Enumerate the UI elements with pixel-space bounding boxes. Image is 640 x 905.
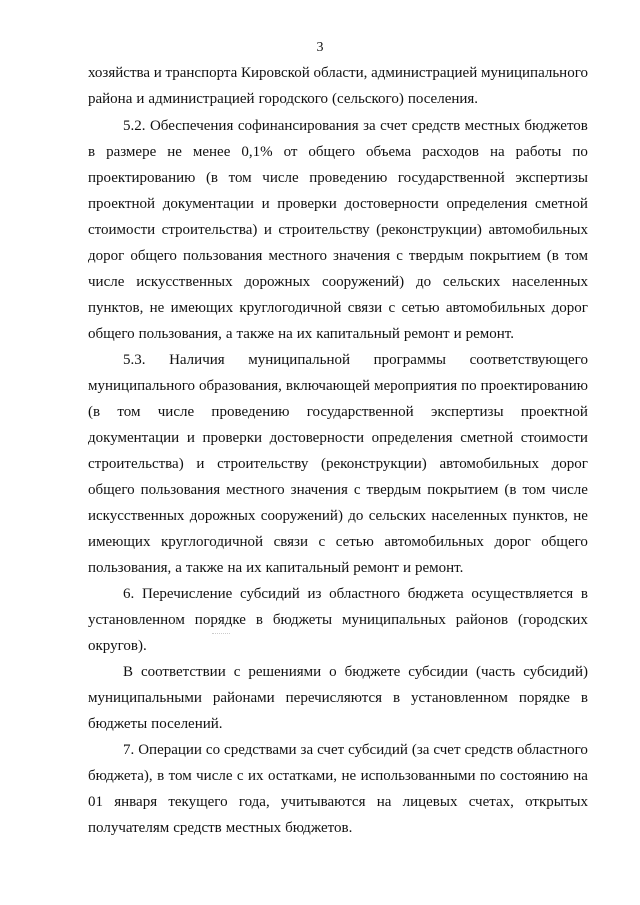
- word: дорожных: [189, 508, 256, 524]
- word: и: [263, 222, 272, 238]
- text-line-22: [88, 610, 588, 630]
- word: со: [205, 742, 221, 758]
- word: в: [392, 690, 401, 706]
- word: бюджета: [407, 586, 464, 602]
- word: автомобильных: [384, 534, 484, 550]
- word: с: [318, 534, 326, 550]
- word: В: [123, 664, 134, 680]
- word: решениями: [248, 664, 322, 680]
- text-line-15: [88, 428, 588, 448]
- word: числе: [157, 404, 195, 420]
- word: бюджеты: [88, 716, 148, 732]
- word: экспертизы: [430, 404, 504, 420]
- word: получателям: [88, 820, 170, 836]
- word: (городских: [517, 612, 588, 628]
- word: счетах,: [468, 794, 514, 810]
- text-line-13: [88, 376, 588, 396]
- word: ремонт: [403, 326, 450, 342]
- word: областного: [516, 742, 588, 758]
- word: сооружений): [260, 508, 343, 524]
- word: в: [157, 768, 165, 784]
- word: дорог: [551, 456, 588, 472]
- word: до: [415, 274, 432, 290]
- word: января: [114, 794, 158, 810]
- word: и: [261, 196, 270, 212]
- word: сооружений): [321, 274, 405, 290]
- word: субсидий: [348, 742, 408, 758]
- word: документации: [88, 430, 180, 446]
- text-line-5: [88, 168, 588, 188]
- word: бюджетов: [524, 118, 588, 134]
- word: местного: [268, 248, 328, 264]
- word: и: [136, 91, 145, 107]
- word: (за: [411, 742, 430, 758]
- word: сельских: [442, 274, 501, 290]
- word: по: [479, 768, 496, 784]
- word: общего: [130, 248, 177, 264]
- word: от: [283, 144, 298, 160]
- word: (сельского): [332, 91, 404, 107]
- word: круглогодичной: [161, 534, 264, 550]
- word: и: [153, 65, 162, 81]
- word: также: [185, 560, 224, 576]
- word: их: [246, 560, 262, 576]
- word: пользования,: [88, 560, 172, 576]
- word: 5.3.: [123, 352, 146, 368]
- word: сетью: [335, 534, 374, 550]
- word: Обеспечения: [149, 118, 234, 134]
- text-line-12: [123, 350, 588, 370]
- text-line-17: [88, 480, 588, 500]
- word: 5.2.: [123, 118, 146, 134]
- word: местных: [464, 118, 520, 134]
- word: бюджете: [344, 664, 401, 680]
- word: проверки: [202, 430, 263, 446]
- word: пунктов,: [88, 300, 144, 316]
- word: сельских: [368, 508, 427, 524]
- word: (в: [504, 482, 517, 498]
- text-line-28: [88, 766, 588, 786]
- word: муниципального: [480, 65, 588, 81]
- word: средств: [411, 118, 461, 134]
- word: стоимости: [520, 430, 588, 446]
- word: учитываются: [280, 794, 366, 810]
- word: (в: [546, 248, 559, 264]
- text-line-23: [88, 636, 588, 656]
- word: из: [307, 586, 322, 602]
- word: проектной: [88, 196, 156, 212]
- text-line-25: [88, 688, 588, 708]
- word: муниципальных: [341, 612, 446, 628]
- word: на: [278, 326, 293, 342]
- word: счет: [433, 742, 461, 758]
- word: включающей: [285, 378, 371, 394]
- word: и: [196, 456, 205, 472]
- word: хозяйства: [88, 65, 151, 81]
- word: твердым: [366, 482, 422, 498]
- word: осуществляется: [471, 586, 574, 602]
- word: том: [117, 404, 141, 420]
- word: расходов: [422, 144, 480, 160]
- word: числе: [551, 482, 588, 498]
- word: (часть: [475, 664, 516, 680]
- word: строительству: [278, 222, 370, 238]
- word: работы: [515, 144, 562, 160]
- word: числе: [262, 170, 299, 186]
- word: порядке: [518, 690, 570, 706]
- word: их: [296, 326, 313, 342]
- text-line-3: [123, 116, 588, 136]
- word: на: [376, 794, 392, 810]
- word: проведению: [309, 170, 388, 186]
- word: 6.: [123, 586, 135, 602]
- word: счет: [317, 742, 345, 758]
- word: соответствии: [140, 664, 226, 680]
- word: районами: [212, 690, 275, 706]
- word: муниципальной: [248, 352, 351, 368]
- word: субсидии: [408, 664, 469, 680]
- word: по: [461, 378, 477, 394]
- word: не: [149, 300, 165, 316]
- word: порядке: [194, 612, 246, 628]
- word: в: [255, 612, 263, 628]
- word: на: [490, 144, 505, 160]
- word: пользования,: [138, 326, 222, 342]
- text-line-26: [88, 714, 588, 734]
- word: Операции: [138, 742, 202, 758]
- word: искусственных: [136, 274, 233, 290]
- word: с: [388, 300, 396, 316]
- word: муниципального: [88, 378, 196, 394]
- word: софинансирования: [237, 118, 359, 134]
- word: городского: [258, 91, 329, 107]
- word: поселения.: [407, 91, 479, 107]
- word: государственной: [397, 170, 505, 186]
- word: перечисляются: [285, 690, 383, 706]
- word: 0,1%: [241, 144, 273, 160]
- text-line-8: [88, 246, 588, 266]
- scan-artifact: [212, 633, 230, 636]
- word: установленном: [88, 612, 185, 628]
- word: округов).: [88, 638, 147, 654]
- word: средств: [173, 820, 222, 836]
- text-line-11: [88, 324, 588, 344]
- word: имеющих: [88, 534, 151, 550]
- word: дорог: [494, 534, 531, 550]
- text-line-18: [88, 506, 588, 526]
- word: определения: [371, 430, 453, 446]
- word: числе: [88, 274, 125, 290]
- word: остатками,: [267, 768, 338, 784]
- word: текущего: [168, 794, 228, 810]
- word: поселений.: [151, 716, 223, 732]
- word: автомобильных: [439, 456, 539, 472]
- word: пунктов,: [512, 508, 568, 524]
- word: субсидий: [239, 586, 300, 602]
- word: проектной: [520, 404, 588, 420]
- word: дорог: [551, 300, 588, 316]
- word: круглогодичной: [239, 300, 342, 316]
- text-line-1: [88, 63, 588, 83]
- word: общего: [88, 482, 135, 498]
- word: пользования: [182, 248, 263, 264]
- word: и: [186, 430, 195, 446]
- word: проектированию: [480, 378, 588, 394]
- word: (в: [205, 170, 219, 186]
- word: строительству: [217, 456, 309, 472]
- word: том: [522, 482, 546, 498]
- word: транспорта: [165, 65, 238, 81]
- word: определения: [446, 196, 528, 212]
- word: субсидий): [523, 664, 588, 680]
- word: 01: [88, 794, 103, 810]
- word: строительства): [88, 456, 184, 472]
- text-line-7: [88, 220, 588, 240]
- text-line-24: [123, 662, 588, 682]
- text-line-16: [88, 454, 588, 474]
- word: Наличия: [169, 352, 225, 368]
- word: общего: [541, 534, 588, 550]
- word: образования,: [199, 378, 282, 394]
- word: связи: [347, 300, 383, 316]
- word: значения: [290, 482, 348, 498]
- text-line-21: [123, 584, 588, 604]
- text-line-19: [88, 532, 588, 552]
- word: а: [225, 326, 233, 342]
- word: (реконструкции): [376, 222, 482, 238]
- word: администрацией: [148, 91, 255, 107]
- word: населенных: [512, 274, 588, 290]
- word: в: [580, 690, 588, 706]
- word: населенных: [431, 508, 508, 524]
- word: и: [402, 560, 411, 576]
- text-line-10: [88, 298, 588, 318]
- word: средствами: [224, 742, 297, 758]
- word: бюджетов.: [285, 820, 353, 836]
- word: объема: [365, 144, 412, 160]
- word: а: [175, 560, 182, 576]
- word: числе: [196, 768, 233, 784]
- word: Перечисление: [141, 586, 233, 602]
- word: по: [572, 144, 588, 160]
- word: искусственных: [88, 508, 185, 524]
- word: районов: [455, 612, 509, 628]
- word: 7.: [123, 742, 135, 758]
- text-line-29: [88, 792, 588, 812]
- word: мероприятия: [374, 378, 458, 394]
- word: том: [168, 768, 192, 784]
- word: сметной: [535, 196, 588, 212]
- word: пользования: [140, 482, 221, 498]
- word: менее: [192, 144, 231, 160]
- text-line-9: [88, 272, 588, 292]
- text-line-2: [88, 89, 588, 109]
- word: том: [564, 248, 588, 264]
- text-line-30: [88, 818, 588, 838]
- word: (в: [88, 404, 101, 420]
- word: достоверности: [269, 430, 364, 446]
- word: капитальный: [316, 326, 400, 342]
- word: до: [348, 508, 364, 524]
- word: автомобильных: [488, 222, 588, 238]
- word: строительства): [161, 222, 258, 238]
- word: областного: [329, 586, 400, 602]
- word: области,: [313, 65, 368, 81]
- word: автомобильных: [445, 300, 546, 316]
- text-line-4: [88, 142, 588, 162]
- word: соответствующего: [469, 352, 588, 368]
- word: проверки: [277, 196, 337, 212]
- word: на: [573, 768, 588, 784]
- word: бюджета),: [88, 768, 153, 784]
- word: (реконструкции): [321, 456, 427, 472]
- word: района: [88, 91, 133, 107]
- word: их: [248, 768, 264, 784]
- word: общего: [88, 326, 135, 342]
- word: не: [341, 768, 357, 784]
- text-line-27: [123, 740, 588, 760]
- word: местного: [226, 482, 285, 498]
- word: экспертизы: [515, 170, 588, 186]
- text-line-14: [88, 402, 588, 422]
- word: в: [88, 144, 96, 160]
- word: с: [396, 248, 403, 264]
- word: лицевых: [402, 794, 458, 810]
- word: достоверности: [344, 196, 439, 212]
- word: сметной: [460, 430, 514, 446]
- word: имеющих: [170, 300, 234, 316]
- word: ремонт.: [465, 326, 514, 342]
- word: года,: [238, 794, 270, 810]
- word: не: [167, 144, 182, 160]
- word: дорожных: [244, 274, 311, 290]
- word: за: [363, 118, 376, 134]
- word: государственной: [306, 404, 414, 420]
- word: покрытием: [427, 482, 499, 498]
- text-line-6: [88, 194, 588, 214]
- word: и: [453, 326, 462, 342]
- word: проведению: [211, 404, 290, 420]
- word: не: [573, 508, 588, 524]
- word: проектированию: [88, 170, 196, 186]
- word: том: [228, 170, 252, 186]
- word: капитальный: [265, 560, 350, 576]
- text-line-20: [88, 558, 588, 578]
- word: в: [580, 586, 588, 602]
- word: на: [227, 560, 243, 576]
- word: связи: [273, 534, 309, 550]
- word: за: [300, 742, 314, 758]
- word: использованными: [360, 768, 476, 784]
- word: установленном: [411, 690, 508, 706]
- word: ремонт: [353, 560, 399, 576]
- word: средств: [464, 742, 514, 758]
- word: также: [236, 326, 275, 342]
- word: Кировской: [241, 65, 310, 81]
- word: о: [329, 664, 337, 680]
- word: ремонт.: [414, 560, 464, 576]
- word: с: [233, 664, 241, 680]
- word: с: [236, 768, 244, 784]
- word: стоимости: [88, 222, 156, 238]
- word: дорог: [88, 248, 125, 264]
- word: состоянию: [499, 768, 569, 784]
- word: значения: [333, 248, 391, 264]
- word: муниципальными: [88, 690, 202, 706]
- word: счет: [380, 118, 408, 134]
- word: бюджеты: [272, 612, 333, 628]
- word: местных: [225, 820, 282, 836]
- word: документации: [162, 196, 254, 212]
- word: администрацией: [371, 65, 478, 81]
- word: сетью: [401, 300, 440, 316]
- word: с: [353, 482, 361, 498]
- page-number: 3: [316, 40, 324, 55]
- word: программы: [373, 352, 447, 368]
- word: открытых: [525, 794, 588, 810]
- word: размере: [106, 144, 157, 160]
- word: покрытием: [469, 248, 541, 264]
- word: твердым: [408, 248, 464, 264]
- word: общего: [308, 144, 356, 160]
